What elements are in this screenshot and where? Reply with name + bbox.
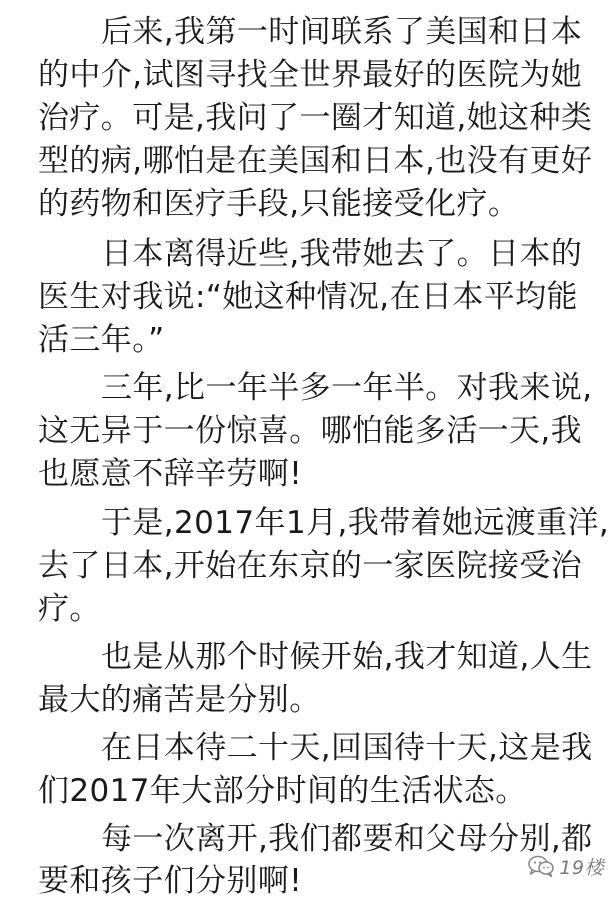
text-line: 后来,我第一时间联系了美国和日本 <box>101 14 583 50</box>
text-line: 这无异于一份惊喜。哪怕能多活一天,我 <box>38 413 583 449</box>
text-line: 医生对我说:“她这种情况,在日本平均能 <box>38 279 578 315</box>
text-line: 每一次离开,我们都要和父母分别,都 <box>101 821 593 857</box>
text-line: 去了日本,开始在东京的一家医院接受治 <box>38 548 583 584</box>
watermark-label: 19楼 <box>559 856 604 879</box>
text-line: 在日本待二十天,回国待十天,这是我 <box>101 730 593 766</box>
text-line: 治疗。可是,我问了一圈才知道,她这种类 <box>38 100 593 136</box>
text-line: 疗。 <box>38 591 101 627</box>
text-line: 型的病,哪怕是在美国和日本,也没有更好 <box>38 143 593 179</box>
text-line: 最大的痛苦是分别。 <box>38 682 321 718</box>
watermark <box>527 852 604 880</box>
wechat-chat-bubbles-icon <box>527 854 555 878</box>
text-line: 日本离得近些,我带她去了。日本的 <box>101 236 583 272</box>
text-line: 于是,2017年1月,我带着她远渡重洋, <box>101 505 610 541</box>
text-line: 三年,比一年半多一年半。对我来说, <box>101 370 593 406</box>
text-line: 要和孩子们分别啊! <box>38 863 303 899</box>
text-line: 也愿意不辞辛劳啊! <box>38 456 303 492</box>
text-line: 们2017年大部分时间的生活状态。 <box>38 773 527 809</box>
text-line: 的中介,试图寻找全世界最好的医院为她 <box>38 57 583 93</box>
text-line: 的药物和医疗手段,只能接受化疗。 <box>38 186 520 222</box>
text-line: 也是从那个时候开始,我才知道,人生 <box>101 639 593 675</box>
text-line: 活三年。” <box>38 322 165 358</box>
